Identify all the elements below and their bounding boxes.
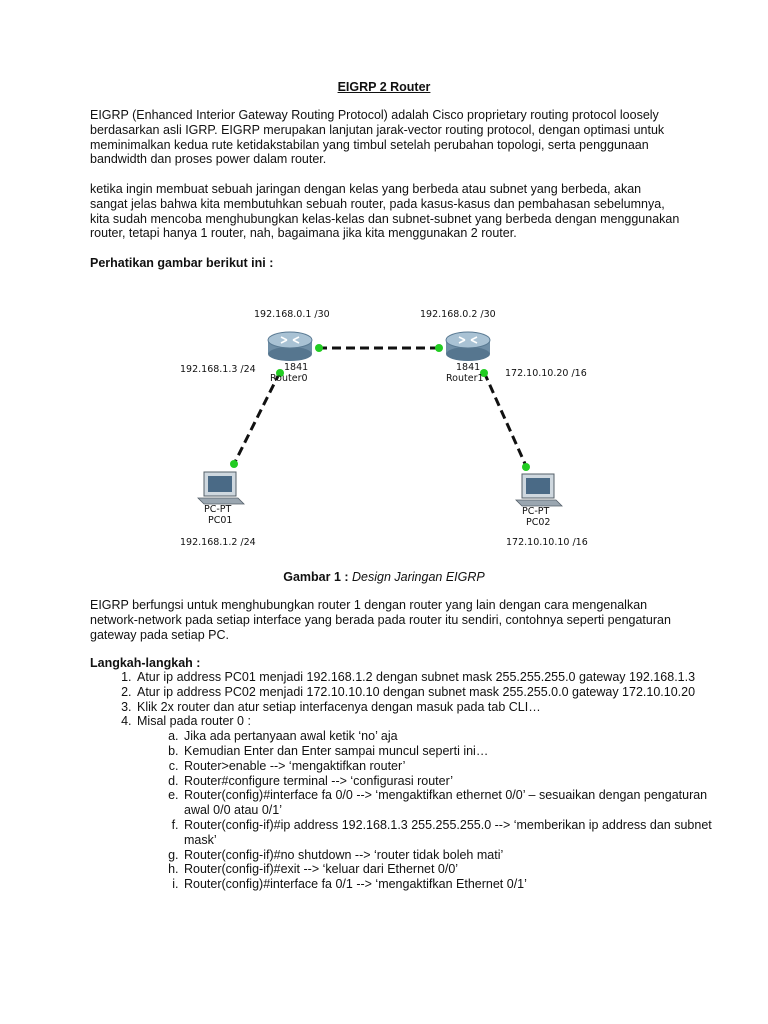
substep-item (182, 729, 735, 744)
substep-text: Router(config)#interface fa 0/0 --> ‘mengaktifkan ethernet 0/0’ – sesuaikan dengan pengaturan awal 0/0 atau 0/1’ (184, 788, 708, 818)
label-pc02-name: PC02 (526, 517, 551, 528)
pc01-icon (198, 472, 244, 504)
label-pc02-type: PC-PT (522, 506, 550, 517)
substep-text: Kemudian Enter dan Enter sampai muncul seperti ini… (184, 743, 489, 758)
step-text: Misal pada router 0 : (137, 714, 251, 729)
label-r1-right-ip: 172.10.10.20 /16 (505, 368, 587, 379)
port-dot-pc02 (522, 463, 530, 471)
port-dot-r0-right (315, 344, 323, 352)
label-pc01-ip: 192.168.1.2 /24 (180, 537, 256, 548)
substep-text: Router#configure terminal --> ‘configurasi router’ (184, 773, 453, 788)
substep-item (182, 759, 735, 774)
router1-top (446, 332, 490, 348)
label-r0-model: 1841 (284, 362, 309, 373)
step-text: Klik 2x router dan atur setiap interfacenya dengan masuk pada tab CLI… (137, 699, 541, 714)
label-r1-ip: 192.168.0.2 /30 (420, 309, 496, 320)
step-item (135, 670, 735, 685)
substep-text: Router(config)#interface fa 0/1 --> ‘mengaktifkan Ethernet 0/1’ (184, 877, 527, 892)
substeps-list (137, 729, 735, 892)
label-r0-ip: 192.168.0.1 /30 (254, 309, 330, 320)
substep-item (182, 848, 735, 863)
router0-base (268, 347, 312, 361)
step-item (135, 685, 735, 700)
steps-heading: Langkah-langkah : (90, 656, 201, 670)
step-item (135, 700, 735, 715)
label-r0-name: Router0 (270, 373, 308, 384)
label-pc02-ip: 172.10.10.10 /16 (506, 537, 588, 548)
substep-item (182, 862, 735, 877)
router1-base (446, 347, 490, 361)
substep-item (182, 788, 735, 818)
pc02-icon (516, 474, 562, 506)
label-r1-name: Router1 (446, 373, 484, 384)
substep-text: Router(config-if)#exit --> ‘keluar dari Ethernet 0/0’ (184, 862, 459, 877)
pc02-screen (526, 478, 550, 494)
port-dot-pc01 (230, 460, 238, 468)
intro-paragraph: EIGRP (Enhanced Interior Gateway Routing Protocol) adalah Cisco proprietary routing protocol loosely berdasarkan asli IGRP. EIGRP merupakan lanjutan jarak-vector routing protocol, dengan optimasi untuk meminimalkan kedua rute ketidakstabilan yang timbul setelah perubahan topologi, serta penggunaan bandwidth dan proses power dalam router. (90, 108, 665, 167)
substep-text: Router(config-if)#ip address 192.168.1.3 255.255.255.0 --> ‘memberikan ip address dan subnet mask’ (184, 817, 712, 847)
substep-text: Router>enable --> ‘mengaktifkan router’ (184, 758, 406, 773)
paragraph-3: EIGRP berfungsi untuk menghubungkan router 1 dengan router yang lain dengan cara mengenalkan network-network pada setiap interface yang berada pada router itu sendiri, contohnya seperti pengaturan gateway pada setiap PC. (90, 598, 671, 642)
substep-item (182, 744, 735, 759)
substep-item (182, 818, 735, 848)
step-text: Atur ip address PC01 menjadi 192.168.1.2 dengan subnet mask 255.255.255.0 gateway 192.168.1.3 (137, 670, 696, 684)
caption-text: Design Jaringan EIGRP (352, 570, 485, 584)
label-pc01-name: PC01 (208, 515, 233, 526)
paragraph-2: ketika ingin membuat sebuah jaringan dengan kelas yang berbeda atau subnet yang berbeda, akan sangat jelas bahwa kita membutuhkan sebuah router, pada kasus-kasus dan pembahasan sebelumnya, kita sudah mencoba menghubungkan kelas-kelas dan subnet-subnet yang berbeda dengan menggunakan router, tetapi hanya 1 router, nah, bagaimana jika kita menggunakan 2 router. (90, 182, 680, 241)
substep-text: Jika ada pertanyaan awal ketik ‘no’ aja (184, 729, 398, 744)
label-r0-left-ip: 192.168.1.3 /24 (180, 364, 256, 375)
figure-caption (0, 570, 768, 584)
substep-text: Router(config-if)#no shutdown --> ‘router tidak boleh mati’ (184, 847, 504, 862)
steps-list (90, 670, 735, 892)
caption-label: Gambar 1 : (283, 570, 353, 584)
port-dot-r1-left (435, 344, 443, 352)
pc01-screen (208, 476, 232, 492)
network-diagram (0, 290, 768, 560)
page-title: EIGRP 2 Router (337, 80, 431, 94)
router0-top (268, 332, 312, 348)
substep-item (182, 877, 735, 892)
router1-icon (446, 332, 490, 361)
router0-icon (268, 332, 312, 361)
step-item (135, 714, 735, 892)
substep-item (182, 774, 735, 789)
step-text: Atur ip address PC02 menjadi 172.10.10.10 dengan subnet mask 255.255.0.0 gateway 172.10.10.20 (137, 684, 696, 699)
link-router1-pc02 (484, 372, 526, 466)
link-router0-pc01 (234, 372, 280, 464)
label-r1-model: 1841 (456, 362, 481, 373)
label-pc01-type: PC-PT (204, 504, 232, 515)
perhatikan-label: Perhatikan gambar berikut ini : (90, 256, 274, 270)
